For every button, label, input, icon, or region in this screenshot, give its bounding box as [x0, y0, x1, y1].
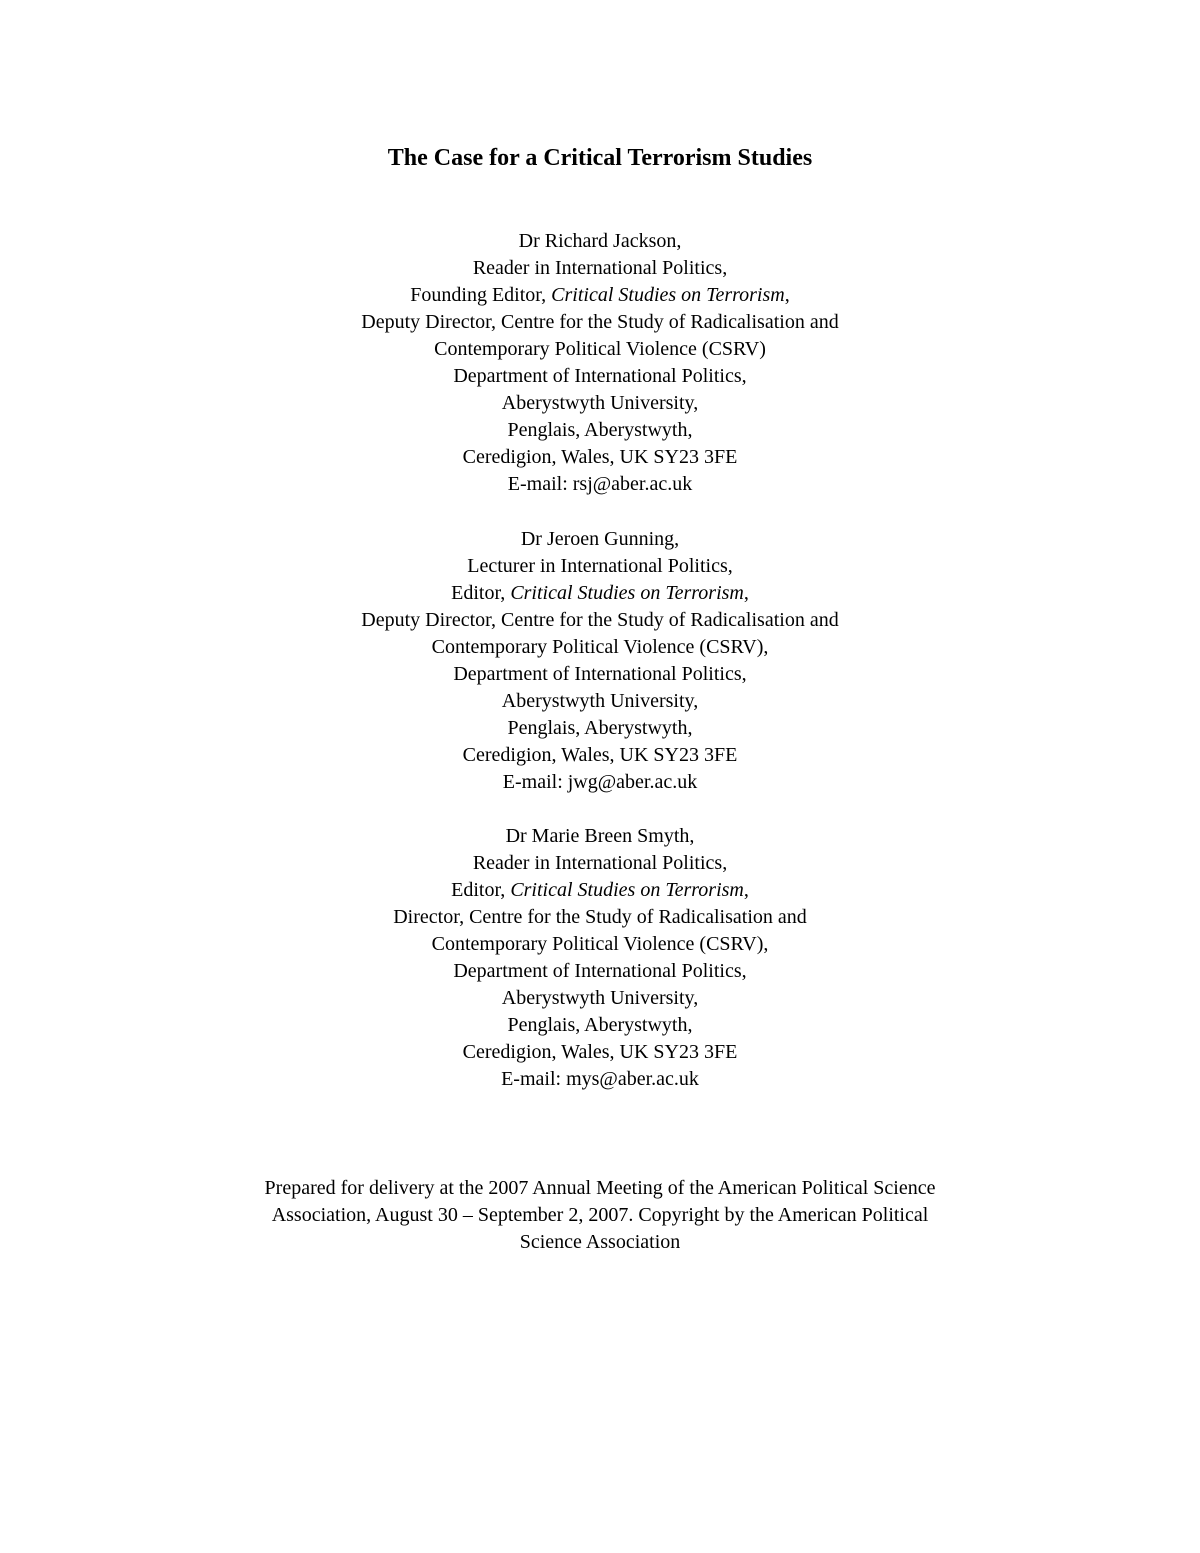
author-name: Dr Marie Breen Smyth, — [505, 825, 695, 847]
author-centre-role: Deputy Director, Centre for the Study of Radicalisation and — [361, 609, 839, 631]
journal-title: Critical Studies on Terrorism — [551, 284, 785, 306]
document-title: The Case for a Critical Terrorism Studies — [387, 145, 813, 171]
author-university: Aberystwyth University, — [501, 690, 699, 712]
author-university: Aberystwyth University, — [501, 392, 699, 414]
editor-suffix: , — [743, 879, 749, 901]
delivery-note-line: Science Association — [519, 1231, 681, 1253]
author-centre-name: Contemporary Political Violence (CSRV), — [431, 933, 769, 955]
editor-suffix: , — [784, 284, 790, 306]
author-university: Aberystwyth University, — [501, 987, 699, 1009]
author-block-gunning — [0, 526, 1200, 796]
author-position: Reader in International Politics, — [472, 852, 728, 874]
author-position: Reader in International Politics, — [472, 257, 728, 279]
author-centre-name: Contemporary Political Violence (CSRV), — [431, 636, 769, 658]
author-centre-role: Deputy Director, Centre for the Study of Radicalisation and — [361, 311, 839, 333]
author-department: Department of International Politics, — [453, 663, 747, 685]
author-block-jackson — [0, 228, 1200, 498]
delivery-note — [0, 1175, 1200, 1256]
author-department: Department of International Politics, — [453, 960, 747, 982]
author-town: Penglais, Aberystwyth, — [507, 419, 693, 441]
author-name: Dr Jeroen Gunning, — [520, 528, 680, 550]
author-editor-line — [0, 877, 1200, 904]
author-email: E-mail: rsj@aber.ac.uk — [507, 473, 693, 495]
author-editor-line — [0, 282, 1200, 309]
editor-prefix: Founding Editor, — [410, 284, 552, 306]
author-town: Penglais, Aberystwyth, — [507, 717, 693, 739]
author-department: Department of International Politics, — [453, 365, 747, 387]
editor-prefix: Editor, — [451, 879, 511, 901]
author-name: Dr Richard Jackson, — [518, 230, 682, 252]
author-block-breen-smyth — [0, 823, 1200, 1093]
author-centre-role: Director, Centre for the Study of Radicalisation and — [393, 906, 807, 928]
author-email: E-mail: mys@aber.ac.uk — [501, 1068, 699, 1090]
editor-suffix: , — [743, 582, 749, 604]
author-editor-line — [0, 580, 1200, 607]
journal-title: Critical Studies on Terrorism — [510, 582, 744, 604]
author-email: E-mail: jwg@aber.ac.uk — [502, 771, 698, 793]
editor-prefix: Editor, — [451, 582, 511, 604]
author-position: Lecturer in International Politics, — [467, 555, 733, 577]
author-centre-name: Contemporary Political Violence (CSRV) — [434, 338, 766, 360]
author-region: Ceredigion, Wales, UK SY23 3FE — [462, 446, 738, 468]
author-region: Ceredigion, Wales, UK SY23 3FE — [462, 1041, 738, 1063]
author-region: Ceredigion, Wales, UK SY23 3FE — [462, 744, 738, 766]
author-town: Penglais, Aberystwyth, — [507, 1014, 693, 1036]
delivery-note-line: Prepared for delivery at the 2007 Annual Meeting of the American Political Science — [264, 1177, 936, 1199]
delivery-note-line: Association, August 30 – September 2, 2007. Copyright by the American Political — [271, 1204, 929, 1226]
journal-title: Critical Studies on Terrorism — [510, 879, 744, 901]
